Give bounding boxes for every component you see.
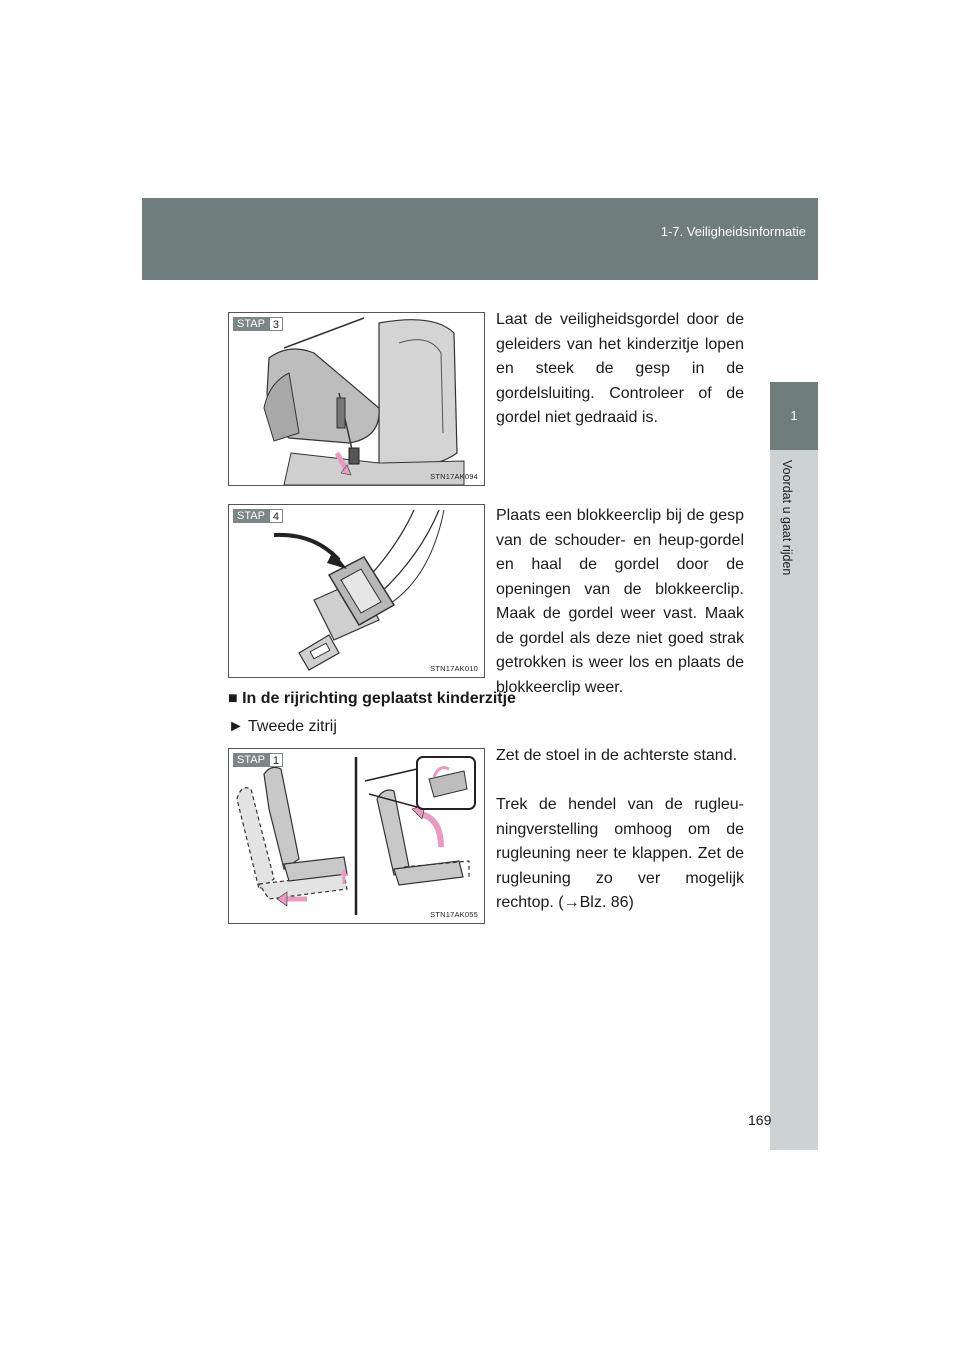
chapter-number: 1 bbox=[790, 408, 798, 423]
section-title: 1-7. Veiligheidsinformatie bbox=[660, 224, 806, 239]
chapter-strip bbox=[770, 450, 818, 1150]
figure-code: STN17AK094 bbox=[430, 472, 478, 481]
step-4-text: Plaats een blokkeerclip bij de gesp van de schouder- en heup-gordel en haal de gordel door de openingen van de blokkeerclip. Maak de gordel weer vast. Maak de gordel als deze niet goed strak getrokken is weer los en plaats de blokkeerclip weer. bbox=[496, 507, 744, 696]
figure-step-3 bbox=[228, 312, 485, 486]
figure-step-4 bbox=[228, 504, 485, 678]
figure-code: STN17AK010 bbox=[430, 664, 478, 673]
step-badge bbox=[233, 753, 283, 767]
header-band bbox=[142, 198, 818, 280]
step-number: 4 bbox=[269, 509, 283, 523]
sub-heading: ► Tweede zitrij bbox=[228, 718, 337, 735]
figure-code: STN17AK055 bbox=[430, 910, 478, 919]
section-heading: ■ In de rijrichting geplaatst kinderzitje bbox=[228, 690, 516, 707]
chapter-tab bbox=[770, 382, 818, 450]
step-badge bbox=[233, 509, 283, 523]
page-number: 169 bbox=[748, 1112, 772, 1128]
step-number: 3 bbox=[269, 317, 283, 331]
step-label: STAP bbox=[233, 753, 269, 767]
step-1-text-detail: Trek de hendel van de rugleu-ningverstelling omhoog om de rugleuning neer te klappen. Zet de rugleuning zo ver mogelijk rechtop. (→Blz. 86) bbox=[496, 796, 744, 911]
step-3-text: Laat de veiligheidsgordel door de geleiders van het kinderzitje lopen en steek de gesp in de gordelsluiting. Controleer of de gordel niet gedraaid is. bbox=[496, 311, 744, 426]
locking-clip-illustration bbox=[229, 505, 484, 677]
chapter-label: Voordat u gaat rijden bbox=[780, 460, 794, 576]
child-seat-belt-illustration bbox=[229, 313, 484, 485]
step-label: STAP bbox=[233, 317, 269, 331]
step-number: 1 bbox=[269, 753, 283, 767]
step-label: STAP bbox=[233, 509, 269, 523]
seat-adjust-illustration bbox=[229, 749, 484, 923]
figure-step-1 bbox=[228, 748, 485, 924]
step-badge bbox=[233, 317, 283, 331]
step-1-text: Zet de stoel in de achterste stand. bbox=[496, 747, 738, 764]
